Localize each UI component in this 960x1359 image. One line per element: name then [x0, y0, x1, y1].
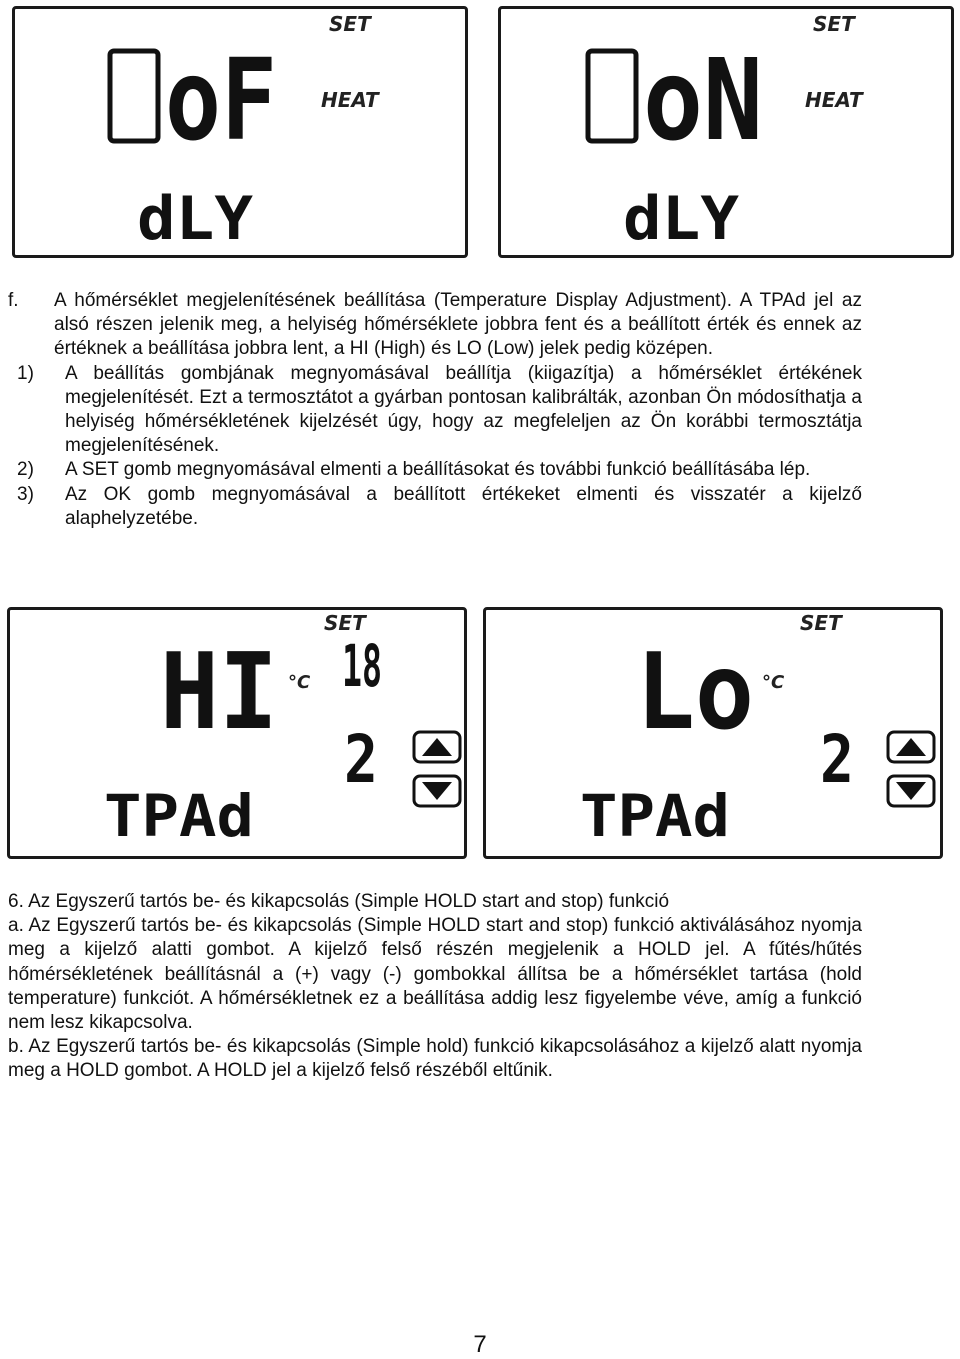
- lcd-display-hi-graphic: [10, 610, 464, 856]
- main-readout: oF: [165, 36, 277, 166]
- section-6-heading: 6. Az Egyszerű tartós be- és kikapcsolás (Simple HOLD start and stop) funkció: [8, 891, 670, 912]
- main-readout: Lo: [636, 631, 754, 753]
- set-indicator: SET: [324, 611, 366, 635]
- celsius-unit: °C: [288, 672, 311, 693]
- lcd-display-on-delay: [498, 6, 954, 258]
- lcd-display-lo: [483, 607, 943, 859]
- section-6-paragraph-a: a. Az Egyszerű tartós be- és kikapcsolás (Simple HOLD start and stop) funkció aktiválásához nyomja meg a kijelző alatti gombot. A kijelző felső részén megjelenik a HOLD jel. A fűtés/hűtés hőmérsékletének beállításnál a (+) vagy (-) gombokkal állítsa be a hőmérséklet tartása (hold temperature) funkciót. A hőmérsékletnek ez a beállítása addig lesz figyelembe véve, amíg a funkció nem lesz kikapcsolva.: [8, 915, 862, 1034]
- lcd-display-off-delay: [12, 6, 468, 258]
- page-number: 7: [473, 1331, 487, 1358]
- blank-digit-frame: [588, 51, 636, 141]
- room-temperature: 18: [342, 632, 382, 700]
- list-item: [8, 362, 862, 459]
- bottom-readout: dLY: [137, 184, 253, 254]
- set-indicator: SET: [800, 611, 842, 635]
- main-readout: oN: [643, 36, 763, 166]
- list-item: [8, 483, 862, 531]
- section-f-title: A hőmérséklet megjelenítésének beállítása (Temperature Display Adjustment).: [54, 290, 733, 311]
- lcd-display-on-delay-graphic: [501, 9, 951, 255]
- bottom-readout: dLY: [623, 184, 739, 254]
- lcd-display-lo-graphic: [486, 610, 940, 856]
- setting-value: 2: [344, 721, 378, 798]
- main-readout: HI: [160, 631, 278, 753]
- list-item: [8, 458, 862, 482]
- heat-indicator: HEAT: [805, 88, 863, 112]
- blank-digit-frame: [110, 51, 158, 141]
- list-item-text: A SET gomb megnyomásával elmenti a beállításokat és további funkció beállításába lép.: [65, 459, 811, 481]
- lcd-display-off-delay-graphic: [15, 9, 465, 255]
- list-item-text: A beállítás gombjának megnyomásával beállítja (kiigazítja) a hőmérséklet értékének megjelenítését. Ezt a termosztátot a gyárban pontosan kalibrálták, azonban Ön módosíthatja a helyiség hőmérsékletének kijelzését úgy, hogy az megfeleljen az Ön korábbi termosztátja megjelenítésének.: [65, 362, 862, 457]
- celsius-unit: °C: [762, 672, 785, 693]
- section-6: [8, 890, 862, 1084]
- setting-value: 2: [820, 721, 854, 798]
- lcd-display-hi: [7, 607, 467, 859]
- list-item-number: 1): [17, 362, 34, 384]
- section-6-paragraph-b: b. Az Egyszerű tartós be- és kikapcsolás (Simple hold) funkció kikapcsolásához a kijelző alatt nyomja meg a HOLD gombot. A HOLD jel a kijelző felső részéből eltűnik.: [8, 1036, 862, 1082]
- section-f-intro: A TPAd jel az alsó részen jelenik meg, a helyiség hőmérséklete jobbra fent és a beállított érték és ennek az értéknek a beállítása jobbra lent, a HI (High) és LO (Low) jelek pedig középen.: [54, 290, 862, 360]
- up-arrow-icon: [414, 732, 460, 762]
- down-arrow-icon: [414, 776, 460, 806]
- list-item-number: 3): [17, 483, 34, 505]
- bottom-readout: TPAd: [580, 782, 730, 850]
- section-f-label: f.: [8, 290, 19, 311]
- down-arrow-icon: [888, 776, 934, 806]
- set-indicator: SET: [813, 12, 855, 36]
- set-indicator: SET: [329, 12, 371, 36]
- section-f: [8, 289, 862, 531]
- list-item-number: 2): [17, 459, 34, 481]
- heat-indicator: HEAT: [321, 88, 379, 112]
- up-arrow-icon: [888, 732, 934, 762]
- list-item-text: Az OK gomb megnyomásával a beállított értékeket elmenti és visszatér a kijelző alaphelyzetébe.: [65, 483, 862, 529]
- bottom-readout: TPAd: [104, 782, 254, 850]
